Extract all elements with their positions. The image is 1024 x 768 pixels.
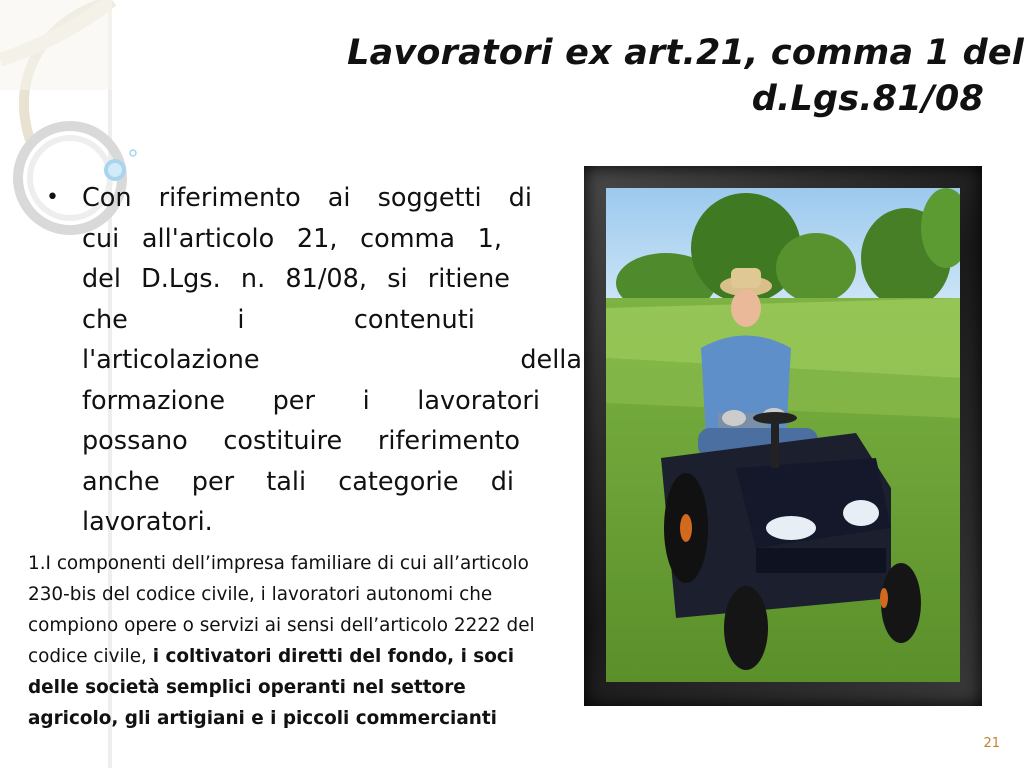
bullet-word: ritiene: [427, 264, 510, 294]
bullet-word: i: [362, 385, 370, 416]
bullet-word: che: [82, 304, 128, 335]
bullet-word: categorie: [338, 466, 459, 497]
footnote-regular: 1.I componenti dell’impresa familiare di cui all’articolo 230-bis del codice civile, i lavoratori autonomi che compiono opere o servizi ai sensi dell’articolo 2222 del codice civile,: [28, 553, 535, 667]
bullet-word: Con: [82, 183, 132, 213]
bullet-word: lavoratori: [417, 385, 540, 416]
bullet-word: per: [272, 385, 315, 416]
bullet-word: di: [508, 183, 532, 213]
bullet-word: ai: [327, 183, 351, 213]
bullet-text: [82, 178, 601, 543]
bullet-word: del: [82, 264, 121, 294]
photo-man-on-lawn-tractor: [606, 188, 960, 682]
bullet-line: [82, 462, 514, 503]
bullet-word: tali: [266, 466, 307, 497]
bullet-word: costituire: [223, 426, 343, 456]
bullet-word: D.Lgs.: [141, 264, 221, 294]
slide-title: [300, 30, 1024, 122]
title-line-2: d.Lgs.81/08: [751, 79, 984, 119]
bullet-line: [82, 340, 582, 381]
bullet-word: soggetti: [377, 183, 482, 213]
bullet-icon: •: [46, 185, 59, 210]
bullet-word: della: [520, 345, 582, 375]
bullet-word: riferimento: [158, 183, 301, 213]
bullet-word: si: [387, 264, 408, 294]
footnote-bold: i coltivatori diretti del fondo, i soci delle società semplici operanti nel settore agricolo, gli artigiani e i piccoli commercianti: [28, 646, 515, 729]
bullet-paragraph: [46, 178, 601, 543]
page-number: 21: [983, 736, 1000, 751]
bullet-line: [82, 381, 540, 422]
title-line-1: Lavoratori ex art.21, comma 1 del: [347, 33, 1024, 73]
bullet-word: contenuti: [353, 304, 475, 335]
bullet-line: [82, 178, 532, 219]
photo-frame: [584, 166, 982, 706]
bullet-word: riferimento: [377, 426, 520, 456]
bullet-word: l'articolazione: [82, 345, 260, 375]
bullet-line: [82, 421, 520, 462]
bullet-word: 81/08,: [285, 264, 367, 294]
bullet-word: 1,: [477, 223, 502, 254]
bullet-word: cui: [82, 223, 120, 254]
bullet-word: anche: [82, 466, 160, 497]
bullet-line: [82, 219, 502, 260]
bullet-word: per: [191, 466, 235, 497]
bullet-word: comma: [360, 223, 456, 254]
bullet-word: formazione: [82, 385, 226, 416]
bullet-word: n.: [240, 264, 266, 294]
bullet-word: lavoratori.: [82, 507, 213, 537]
footnote: [28, 548, 548, 734]
bullet-word: all'articolo: [141, 223, 275, 254]
bullet-word: i: [237, 304, 245, 335]
bullet-word: 21,: [296, 223, 338, 254]
bullet-word: di: [490, 466, 514, 497]
bullet-word: possano: [82, 426, 188, 456]
bullet-line: [82, 259, 510, 300]
bullet-line: [82, 502, 382, 543]
photo-illustration: [606, 188, 960, 682]
bullet-line: [82, 300, 600, 341]
